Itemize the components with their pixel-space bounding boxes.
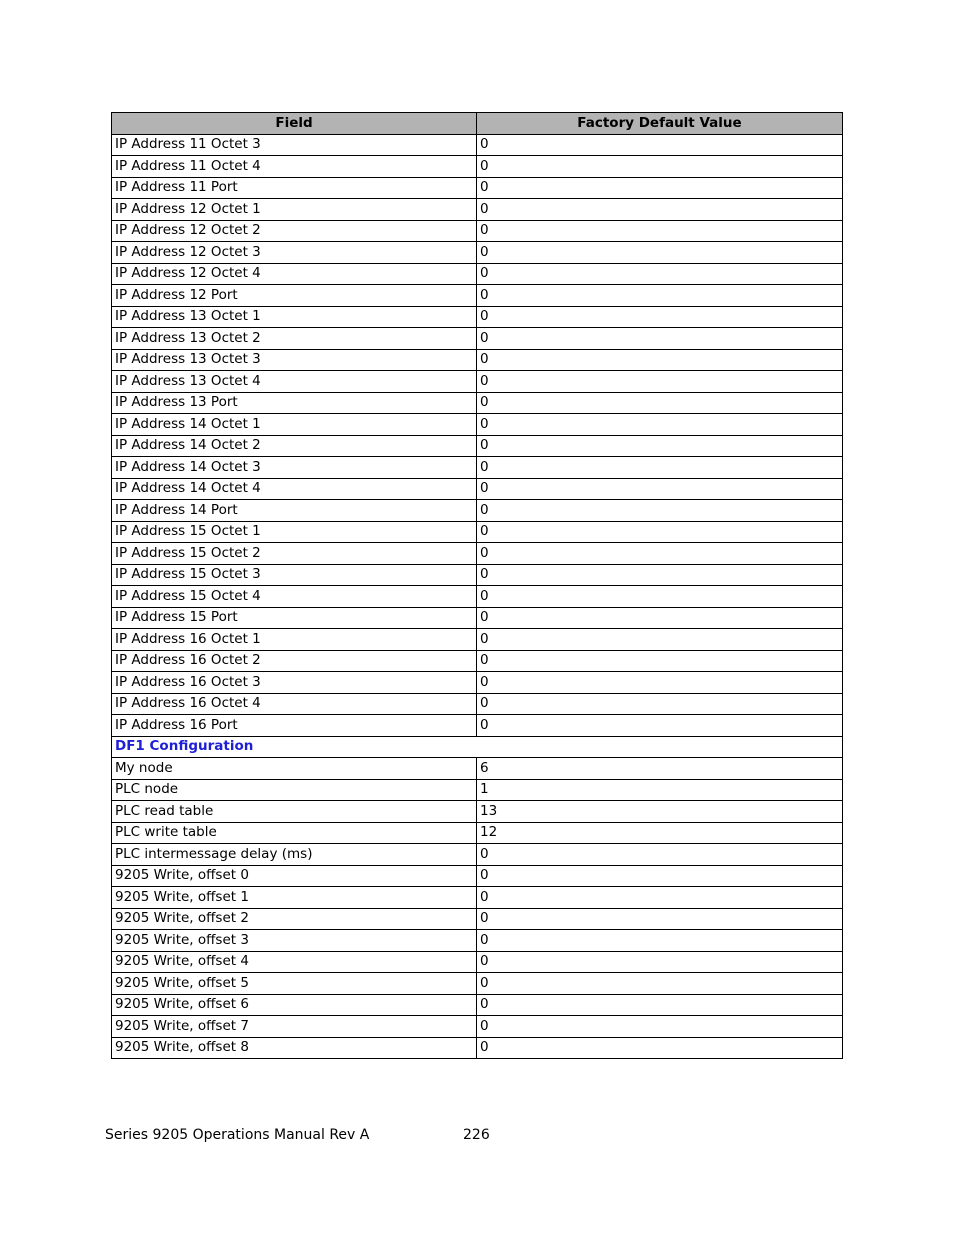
field-cell: 9205 Write, offset 0 [112,865,477,887]
default-value-cell: 12 [477,822,843,844]
default-value-cell: 0 [477,586,843,608]
default-value-cell: 0 [477,672,843,694]
field-cell: 9205 Write, offset 6 [112,994,477,1016]
table-row [112,328,843,350]
table-header-row [112,113,843,135]
default-value-cell: 0 [477,156,843,178]
default-value-cell: 0 [477,371,843,393]
field-cell: IP Address 15 Octet 2 [112,543,477,565]
table-row [112,994,843,1016]
field-cell: PLC intermessage delay (ms) [112,844,477,866]
field-cell: 9205 Write, offset 2 [112,908,477,930]
table-row [112,650,843,672]
default-value-cell: 0 [477,134,843,156]
table-row [112,177,843,199]
field-cell: My node [112,758,477,780]
default-value-cell: 0 [477,349,843,371]
table-row [112,500,843,522]
field-cell: PLC read table [112,801,477,823]
field-cell: IP Address 14 Port [112,500,477,522]
field-cell: IP Address 16 Octet 2 [112,650,477,672]
field-cell: IP Address 12 Octet 4 [112,263,477,285]
field-cell: IP Address 11 Port [112,177,477,199]
field-cell: IP Address 14 Octet 3 [112,457,477,479]
table-row [112,973,843,995]
default-value-cell: 0 [477,715,843,737]
table-row [112,263,843,285]
field-cell: 9205 Write, offset 8 [112,1037,477,1059]
field-cell: 9205 Write, offset 3 [112,930,477,952]
default-value-cell: 0 [477,435,843,457]
default-value-cell: 0 [477,1037,843,1059]
default-value-cell: 0 [477,607,843,629]
section-row [112,736,843,758]
default-value-cell: 0 [477,887,843,909]
table-row [112,607,843,629]
table-row [112,521,843,543]
table-row [112,306,843,328]
field-cell: IP Address 13 Octet 3 [112,349,477,371]
default-value-cell: 0 [477,693,843,715]
default-value-cell: 0 [477,457,843,479]
field-cell: IP Address 16 Octet 1 [112,629,477,651]
default-value-cell: 0 [477,951,843,973]
default-value-cell: 0 [477,650,843,672]
table-row [112,156,843,178]
default-value-cell: 0 [477,285,843,307]
default-value-cell: 1 [477,779,843,801]
field-cell: 9205 Write, offset 1 [112,887,477,909]
footer-page-number: 226 [463,1127,490,1143]
default-value-cell: 0 [477,328,843,350]
table-row [112,1016,843,1038]
default-value-cell: 0 [477,306,843,328]
field-cell: IP Address 11 Octet 3 [112,134,477,156]
table-row [112,457,843,479]
field-cell: IP Address 13 Octet 4 [112,371,477,393]
factory-defaults-table [111,112,843,1059]
field-cell: 9205 Write, offset 4 [112,951,477,973]
default-value-cell: 0 [477,521,843,543]
field-cell: IP Address 12 Port [112,285,477,307]
table-body [112,134,843,1059]
table-row [112,134,843,156]
default-value-cell: 0 [477,629,843,651]
field-cell: IP Address 15 Port [112,607,477,629]
table-row [112,564,843,586]
default-value-cell: 0 [477,177,843,199]
field-cell: IP Address 12 Octet 3 [112,242,477,264]
field-cell: IP Address 15 Octet 4 [112,586,477,608]
table-row [112,349,843,371]
default-value-cell: 0 [477,844,843,866]
table-row [112,930,843,952]
column-header-field: Field [112,113,477,135]
field-cell: IP Address 16 Octet 3 [112,672,477,694]
table-row [112,672,843,694]
section-heading: DF1 Configuration [112,736,843,758]
column-header-default-value: Factory Default Value [477,113,843,135]
table-row [112,543,843,565]
field-cell: IP Address 11 Octet 4 [112,156,477,178]
table-row [112,779,843,801]
default-value-cell: 0 [477,994,843,1016]
field-cell: IP Address 13 Octet 1 [112,306,477,328]
field-cell: IP Address 14 Octet 2 [112,435,477,457]
default-value-cell: 0 [477,263,843,285]
table-row [112,586,843,608]
table-row [112,478,843,500]
field-cell: IP Address 14 Octet 1 [112,414,477,436]
footer-document-title: Series 9205 Operations Manual Rev A [105,1127,370,1143]
field-cell: IP Address 16 Port [112,715,477,737]
table-row [112,908,843,930]
table-row [112,285,843,307]
default-value-cell: 6 [477,758,843,780]
field-cell: IP Address 15 Octet 1 [112,521,477,543]
table-row [112,629,843,651]
default-value-cell: 0 [477,1016,843,1038]
field-cell: IP Address 13 Octet 2 [112,328,477,350]
table-row [112,758,843,780]
default-value-cell: 0 [477,973,843,995]
field-cell: IP Address 15 Octet 3 [112,564,477,586]
field-cell: PLC write table [112,822,477,844]
default-value-cell: 0 [477,930,843,952]
table-row [112,435,843,457]
field-cell: IP Address 14 Octet 4 [112,478,477,500]
field-cell: 9205 Write, offset 7 [112,1016,477,1038]
table-row [112,715,843,737]
field-cell: 9205 Write, offset 5 [112,973,477,995]
field-cell: IP Address 12 Octet 1 [112,199,477,221]
default-value-cell: 0 [477,478,843,500]
table-row [112,1037,843,1059]
default-value-cell: 0 [477,220,843,242]
default-value-cell: 0 [477,242,843,264]
default-value-cell: 0 [477,543,843,565]
table-row [112,693,843,715]
default-value-cell: 0 [477,865,843,887]
field-cell: IP Address 12 Octet 2 [112,220,477,242]
table-row [112,392,843,414]
default-value-cell: 13 [477,801,843,823]
table-row [112,951,843,973]
default-value-cell: 0 [477,908,843,930]
default-value-cell: 0 [477,392,843,414]
table-row [112,822,843,844]
table-row [112,199,843,221]
default-value-cell: 0 [477,564,843,586]
field-cell: IP Address 13 Port [112,392,477,414]
table-row [112,220,843,242]
field-cell: PLC node [112,779,477,801]
table-row [112,801,843,823]
field-cell: IP Address 16 Octet 4 [112,693,477,715]
default-value-cell: 0 [477,500,843,522]
table-row [112,242,843,264]
table-row [112,844,843,866]
default-value-cell: 0 [477,199,843,221]
table-row [112,887,843,909]
table-row [112,414,843,436]
table-row [112,865,843,887]
default-value-cell: 0 [477,414,843,436]
table-row [112,371,843,393]
